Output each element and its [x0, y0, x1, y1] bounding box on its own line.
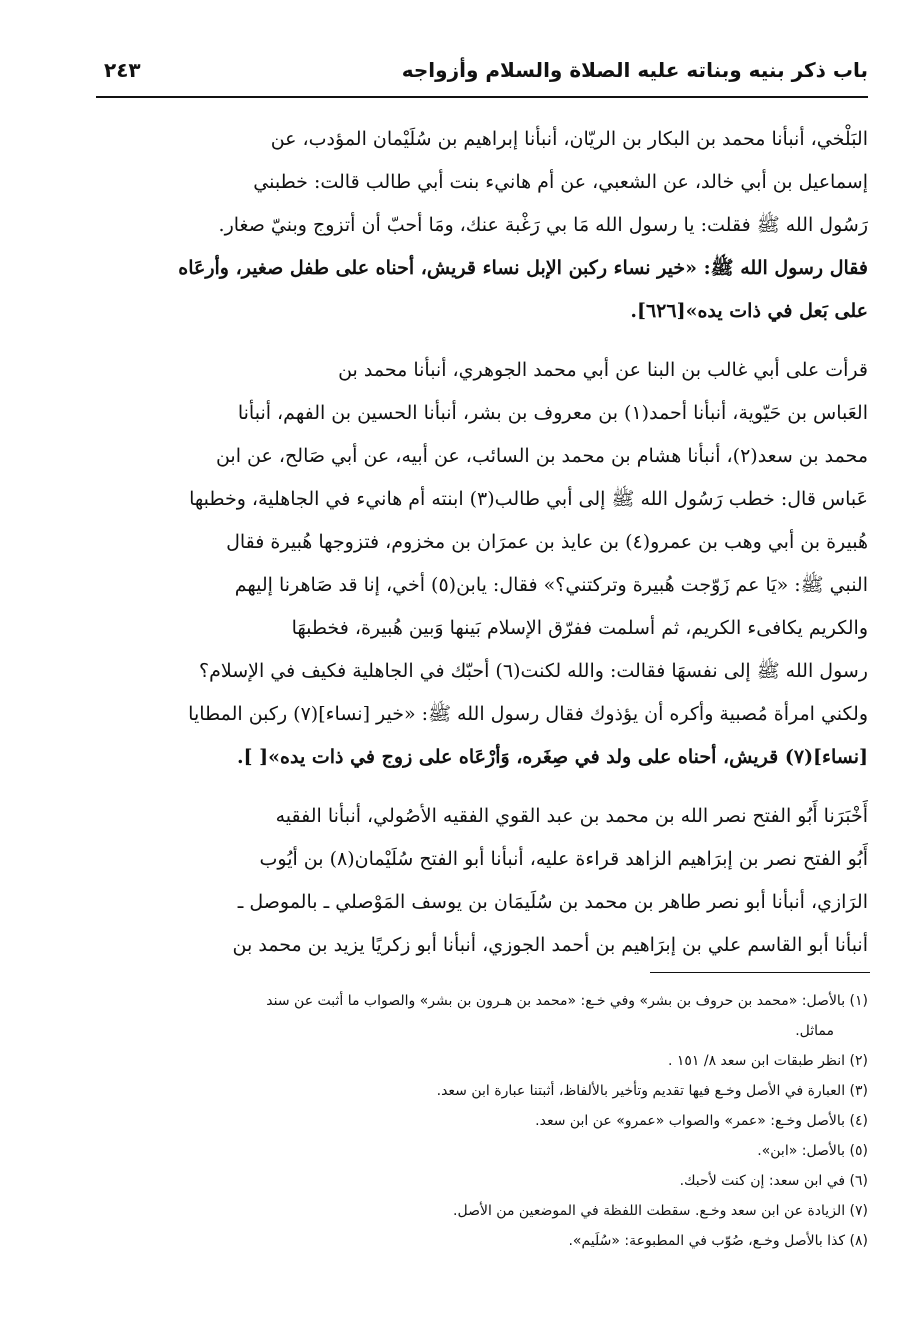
text-line: أَبُو الفتح نصر بن إبرَاهيم الزاهد قراءة عليه، أنبأنا أبو الفتح سُلَيْمان(٨) بن أيُوب: [259, 848, 868, 870]
text-line: قرأت على أبي غالب بن البنا عن أبي محمد الجوهري، أنبأنا محمد بن: [338, 359, 868, 381]
footnote: (٧) الزيادة عن ابن سعد وخـع. سقطت اللفظة في الموضعين من الأصل.: [453, 1203, 868, 1219]
footnote: (١) بالأصل: «محمد بن حروف بن بشر» وفي خـع: «محمد بن هـرون بن بشر» والصواب ما أثبت عن سند: [266, 993, 868, 1009]
footnote: (٢) انظر طبقات ابن سعد ٨/ ١٥١ .: [667, 1053, 868, 1069]
footnote: (٤) بالأصل وخـع: «عمر» والصواب «عمرو» عن ابن سعد.: [535, 1113, 868, 1129]
footnote: (٣) العبارة في الأصل وخـع فيها تقديم وتأخير بالألفاظ، أثبتنا عبارة ابن سعد.: [436, 1083, 868, 1099]
text-line: إسماعيل بن أبي خالد، عن الشعبي، عن أم هانيء بنت أبي طالب قالت: خطبني: [253, 171, 868, 193]
text-line: أنبأنا أبو القاسم علي بن إبرَاهيم بن أحمد الجوزي، أنبأنا أبو زكريًا يزيد بن محمد بن: [232, 934, 868, 956]
footnotes: [98, 986, 868, 1256]
text-line: هُبيرة بن أبي وهب بن عمرو(٤) بن عايذ بن عمرَان بن مخزوم، فتزوجها هُبيرة فقال: [226, 531, 868, 553]
text-line: البَلْخي، أنبأنا محمد بن البكار بن الريّان، أنبأنا إبراهيم بن سُلَيْمان المؤدب، عن: [270, 128, 868, 150]
running-title: باب ذكر بنيه وبناته عليه الصلاة والسلام وأزواجه: [401, 58, 868, 82]
text-line: محمد بن سعد(٢)، أنبأنا هشام بن محمد بن السائب، عن أبيه، عن أبي صَالح، عن ابن: [215, 445, 868, 467]
footnote-rule: [650, 972, 870, 973]
text-line: [نساء](٧) قريش، أحناه على ولد في صِغَره، وَأرْعَاه على زوج في ذات يده»[ ].: [236, 746, 868, 768]
text-line: رسول الله ﷺ إلى نفسهَا فقالت: والله لكنت(٦) أحبّك في الجاهلية فكيف في الإسلام؟: [199, 660, 868, 682]
text-line: أَخْبَرَنا أَبُو الفتح نصر الله بن محمد بن عبد القوي الفقيه الأصُولي، أنبأنا الفقيه: [275, 805, 868, 827]
paragraph-gap: [98, 333, 868, 349]
text-line: الرَازي، أنبأنا أبو نصر طاهر بن محمد بن سُلَيمَان بن يوسف المَوْصلي ـ بالموصل ـ: [237, 891, 868, 913]
footnote: (٦) في ابن سعد: إن كنت لأحبك.: [679, 1173, 868, 1189]
footnote: (٨) كذا بالأصل وخـع، صُوّب في المطبوعة: «سُلَيم».: [568, 1233, 868, 1249]
text-line: العَباس بن حَيّوية، أنبأنا أحمد(١) بن معروف بن بشر، أنبأنا الحسين بن الفهم، أنبأنا: [237, 402, 868, 424]
text-line: عَباس قال: خطب رَسُول الله ﷺ إلى أبي طالب(٣) ابنته أم هانيء في الجاهلية، وخطبها: [189, 488, 868, 510]
text-line: ولكني امرأة مُصبية وأكره أن يؤذوك فقال رسول الله ﷺ: «خير [نساء](٧) ركبن المطايا: [188, 703, 868, 725]
page-header: [96, 52, 868, 94]
text-line: على بَعل في ذات يده»[٦٢٦].: [630, 300, 868, 322]
text-line: والكريم يكافىء الكريم، ثم أسلمت ففرّق الإسلام بَينها وَبين هُبيرة، فخطبهَا: [291, 617, 868, 639]
main-text: [98, 118, 868, 967]
text-line: فقال رسول الله ﷺ: «خير نساء ركبن الإبل نساء قريش، أحناه على طفل صغير، وأرعَاه: [178, 257, 868, 279]
page-number: ٢٤٣: [104, 58, 141, 82]
text-line: رَسُول الله ﷺ فقلت: يا رسول الله مَا بي رَغْبة عنك، ومَا أحبّ أن أتزوج وبنيّ صغار.: [218, 214, 868, 236]
footnote: (٥) بالأصل: «ابن».: [757, 1143, 868, 1159]
footnote-continuation: مماثل.: [795, 1023, 834, 1039]
header-rule: [96, 96, 868, 98]
paragraph-gap: [98, 779, 868, 795]
text-line: النبي ﷺ: «يَا عم زَوّجت هُبيرة وتركتني؟» فقال: يابن(٥) أخي، إنا قد صَاهرنا إليهم: [234, 574, 868, 596]
